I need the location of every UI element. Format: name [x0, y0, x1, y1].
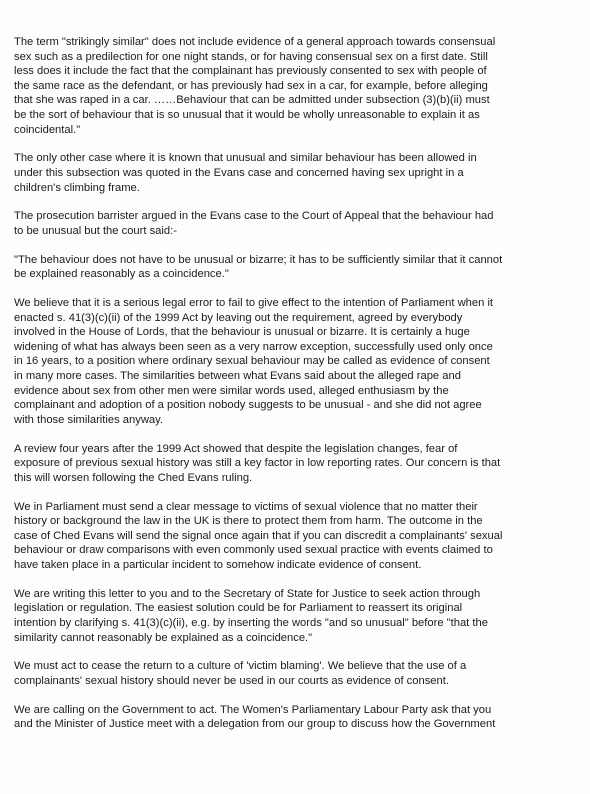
paragraph-victim-blaming	[14, 659, 577, 688]
text-line: and the Minister of Justice meet with a delegation from our group to discuss how the Government	[14, 718, 496, 731]
text-line: to be unusual but the court said:-	[14, 224, 177, 237]
paragraph-writing-letter	[14, 587, 577, 645]
text-line: this will worsen following the Ched Evans ruling.	[14, 471, 253, 484]
paragraph-strikingly-similar-quote	[14, 35, 577, 137]
text-line: We in Parliament must send a clear message to victims of sexual violence that no matter their	[14, 500, 478, 513]
text-line: A review four years after the 1999 Act showed that despite the legislation changes, fear of	[14, 442, 458, 455]
text-line: sex such as a predilection for one night stands, or for having consensual sex on a first date. Still	[14, 50, 488, 63]
text-line: that she was raped in a car. ……Behaviour that can be admitted under subsection (3)(b)(ii) must	[14, 94, 490, 107]
text-line: history or background the law in the UK is there to protect them from harm. The outcome in the	[14, 515, 483, 528]
text-line: The prosecution barrister argued in the Evans case to the Court of Appeal that the behaviour had	[14, 210, 494, 223]
text-line: similarity cannot reasonably be explained as a coincidence."	[14, 631, 313, 644]
text-line: have taken place in a particular incident to somehow indicate evidence of consent.	[14, 558, 422, 571]
text-line: "The behaviour does not have to be unusual or bizarre; it has to be sufficiently similar that it cannot	[14, 253, 503, 266]
text-line: in many more cases. The similarities between what Evans said about the alleged rape and	[14, 370, 461, 383]
text-line: case of Ched Evans will send the signal once again that if you can discredit a complainants' sexual	[14, 529, 503, 542]
text-line: widening of what has always been seen as a very narrow exception, successfully used only once	[14, 340, 493, 353]
letter-body	[14, 35, 577, 746]
text-line: evidence about sex from other men were similar words used, alleged enthusiasm by the	[14, 384, 449, 397]
text-line: legislation or regulation. The easiest solution could be for Parliament to reassert its original	[14, 602, 463, 615]
paragraph-prosecution-argument	[14, 209, 577, 238]
text-line: enacted s. 41(3)(c)(ii) of the 1999 Act by leaving out the requirement, agreed by everybody	[14, 311, 463, 324]
text-line: involved in the House of Lords, that the behaviour is unusual or bizarre. It is certainly a huge	[14, 326, 470, 339]
paragraph-court-quote	[14, 253, 577, 282]
text-line: intention by clarifying s. 41(3)(c)(ii), e.g. by inserting the words "and so unusual" before "that the	[14, 616, 488, 629]
text-line: be explained reasonably as a coincidence."	[14, 268, 229, 281]
text-line: The only other case where it is known that unusual and similar behaviour has been allowed in	[14, 152, 477, 165]
paragraph-other-case	[14, 151, 577, 195]
text-line: coincidental."	[14, 123, 81, 136]
text-line: We believe that it is a serious legal error to fail to give effect to the intention of Parliament when it	[14, 297, 494, 310]
text-line: We are writing this letter to you and to the Secretary of State for Justice to seek action through	[14, 587, 481, 600]
paragraph-clear-message	[14, 500, 577, 573]
text-line: less does it include the fact that the complainant has previously consented to sex with people of	[14, 65, 487, 78]
text-line: behaviour or draw comparisons with even commonly used sexual practice with events claimed to	[14, 544, 493, 557]
paragraph-legal-error	[14, 296, 577, 427]
text-line: The term "strikingly similar" does not include evidence of a general approach towards consensual	[14, 36, 496, 48]
paragraph-calling-on-government	[14, 703, 577, 732]
text-line: complainant and adoption of a position nobody suggests to be unusual - and she did not agree	[14, 399, 482, 412]
text-line: the same race as the defendant, or has previously had sex in a car, for example, before alleging	[14, 79, 488, 92]
text-line: under this subsection was quoted in the Evans case and concerned having sex upright in a	[14, 166, 464, 179]
text-line: We are calling on the Government to act. The Women's Parliamentary Labour Party ask that you	[14, 703, 492, 716]
text-line: in 16 years, to a position where ordinary sexual behaviour may be called as evidence of consent	[14, 355, 490, 368]
text-line: exposure of previous sexual history was still a key factor in low reporting rates. Our concern is that	[14, 457, 501, 470]
text-line: complainants' sexual history should never be used in our courts as evidence of consent.	[14, 674, 449, 687]
text-line: children's climbing frame.	[14, 181, 140, 194]
text-line: be the sort of behaviour that is so unusual that it would be wholly unreasonable to explain it as	[14, 108, 480, 121]
text-line: We must act to cease the return to a culture of 'victim blaming'. We believe that the use of a	[14, 660, 467, 673]
text-line: with those similarities anyway.	[14, 413, 164, 426]
paragraph-review-four-years	[14, 442, 577, 486]
